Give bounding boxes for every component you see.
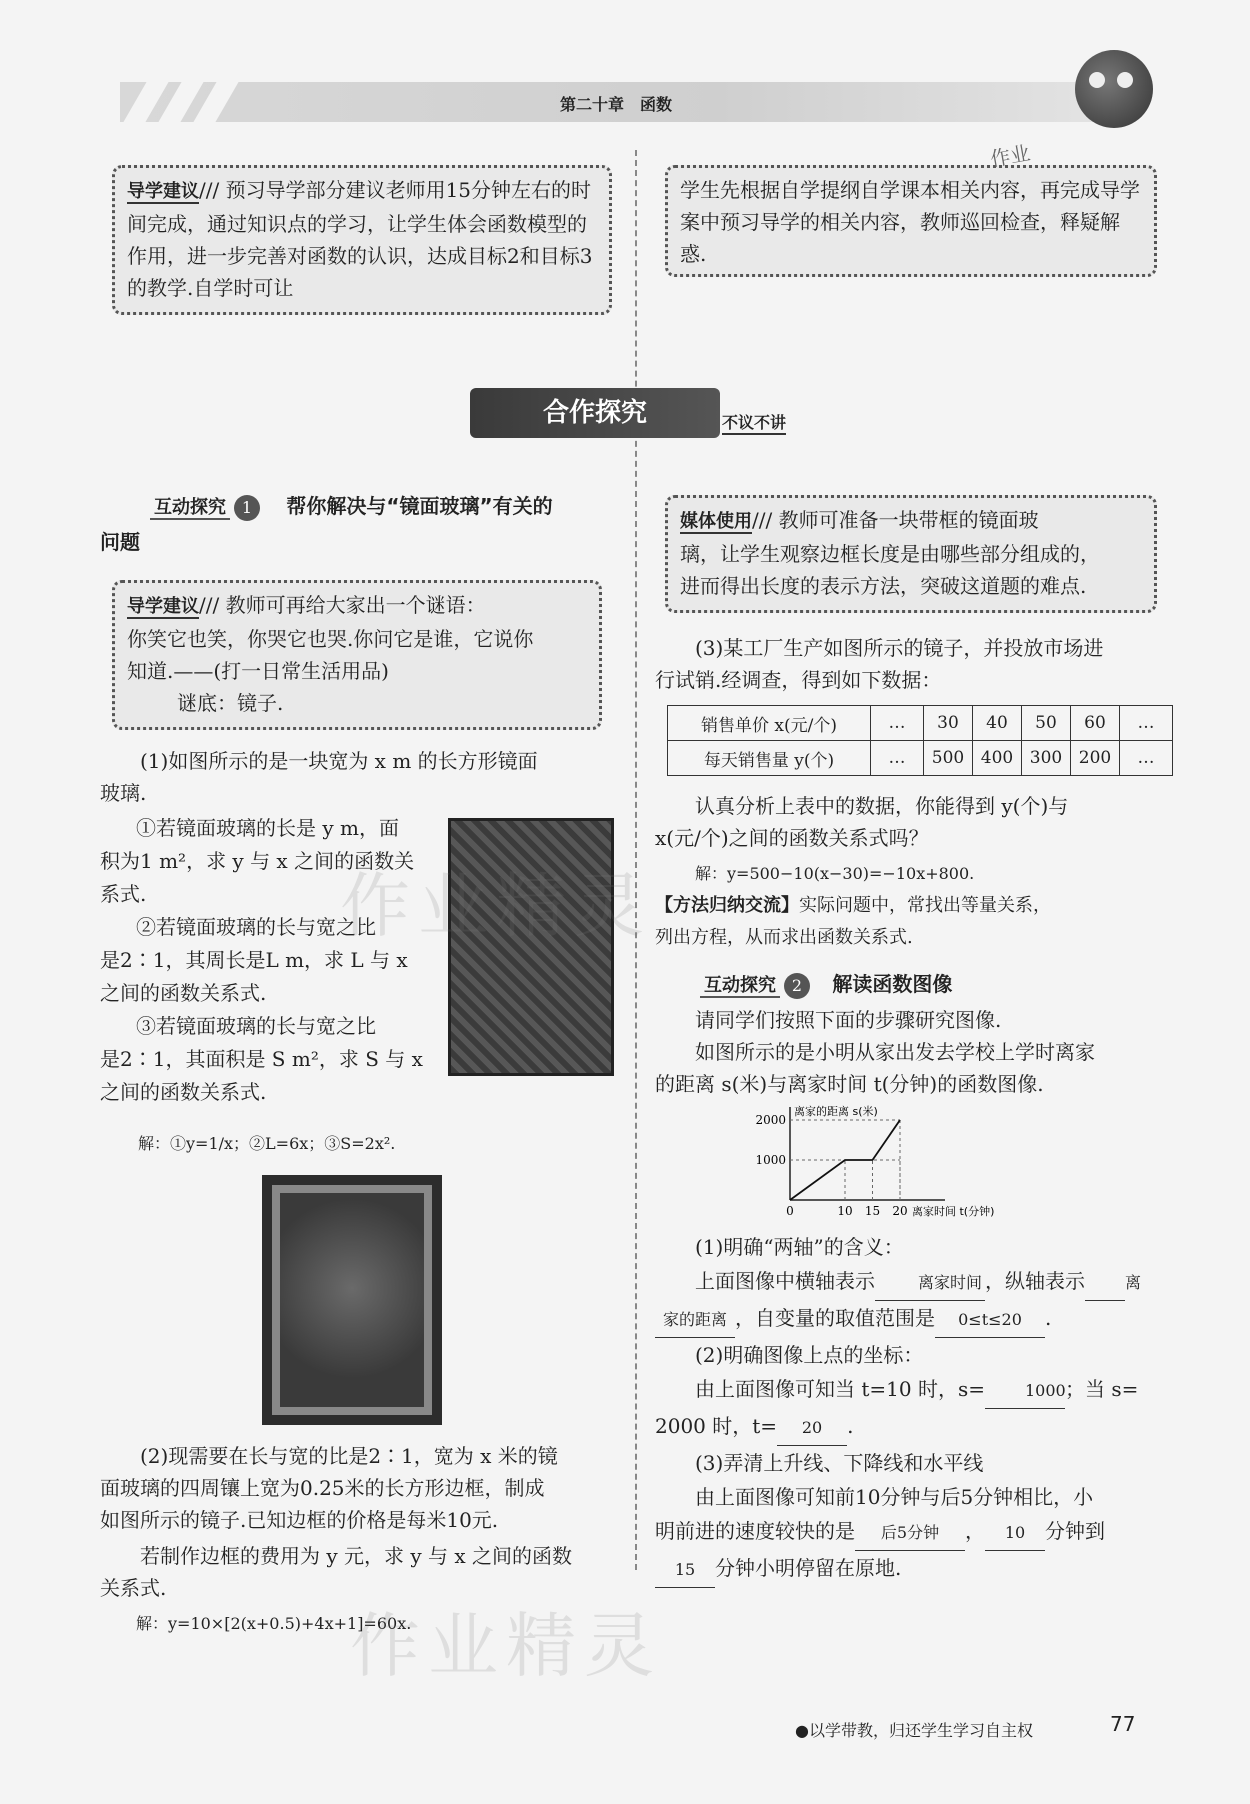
table-cell: 60	[1071, 706, 1120, 741]
q1-a-3: 系式.	[100, 882, 147, 906]
q3-text	[655, 632, 1165, 696]
method-line-1: 实际问题中，常找出等量关系，	[799, 895, 1051, 916]
table-cell: …	[871, 741, 924, 776]
x-tick-label: 20	[892, 1204, 908, 1218]
q1-intro-2: 玻璃.	[100, 781, 147, 805]
table-cell: 40	[973, 706, 1022, 741]
step-2: (2)明确图像上点的坐标：	[695, 1343, 924, 1367]
q1-c-2: 是2∶1，其面积是 S m²，求 S 与 x	[100, 1047, 423, 1071]
step-3: (3)弄清上升线、下降线和水平线	[695, 1451, 984, 1475]
q1-c-1: ③若镜面玻璃的长与宽之比	[136, 1014, 376, 1038]
watermark: 作业精灵	[340, 865, 652, 947]
table-cell: …	[1120, 741, 1173, 776]
q2-line-4: 若制作边框的费用为 y 元，求 y 与 x 之间的函数	[140, 1544, 573, 1568]
q3-question	[655, 790, 1165, 854]
explore-title-2b: 解读函数图像	[832, 972, 953, 996]
framed-mirror-photo	[262, 1175, 442, 1425]
explore-label: 互动探究	[150, 497, 230, 520]
q2-answer: 解：y=10×[2(x+0.5)+4x+1]=60x.	[136, 1614, 412, 1633]
answer-blank: 家的距离	[655, 1303, 735, 1338]
guide-box-3: 导学建议/// 教师可再给大家出一个谜语： 你笑它也笑，你哭它也哭.你问它是谁，它说你 知道.——(打一日常生活用品) 谜底：镜子.	[112, 580, 602, 730]
page-number: 77	[1110, 1712, 1136, 1736]
q2-line-3: 如图所示的镜子.已知边框的价格是每米10元.	[100, 1508, 499, 1532]
x-tick-label: 0	[786, 1204, 794, 1218]
guide-tag-3: 导学建议	[127, 596, 199, 617]
table-cell: …	[871, 706, 924, 741]
explore-number: 1	[234, 495, 260, 521]
q3-line-2: 行试销.经调查，得到如下数据：	[655, 668, 942, 692]
explore-2-line-2: 如图所示的是小明从家出发去学校上学时离家	[695, 1040, 1095, 1064]
chapter-title: 第二十章 函数	[560, 95, 673, 114]
step-1b: ，纵轴表示	[985, 1269, 1085, 1293]
explore-2-line-1: 请同学们按照下面的步骤研究图像.	[695, 1008, 1002, 1032]
q2-line-2: 面玻璃的四周镶上宽为0.25米的长方形边框，制成	[100, 1476, 545, 1500]
sales-table	[667, 705, 1173, 776]
q2-text	[100, 1440, 620, 1604]
media-box: 媒体使用/// 教师可准备一块带框的镜面玻 璃，让学生观察边框长度是由哪些部分组成的， 进而得出长度的表示方法，突破这道题的难点.	[665, 495, 1157, 613]
q2-line-5: 关系式.	[100, 1576, 167, 1600]
explore-2-heading	[700, 968, 952, 1002]
stamp: 作业	[988, 140, 1033, 172]
x-tick-label: 15	[864, 1204, 881, 1218]
step-3b: 明前进的速度较快的是	[655, 1519, 855, 1543]
table-cell: 400	[973, 741, 1022, 776]
explore-title-2: 问题	[100, 530, 140, 554]
q1-a-1: ①若镜面玻璃的长是 y m，面	[136, 816, 399, 840]
answer-blank: 离家时间	[875, 1266, 985, 1301]
step-3d: 分钟小明停留在原地.	[715, 1556, 902, 1580]
answer-blank: 10	[985, 1516, 1045, 1551]
table-cell: 50	[1022, 706, 1071, 741]
step-2a: 由上面图像可知当 t=10 时，s=	[695, 1377, 985, 1401]
method-tag: 【方法归纳交流】	[655, 895, 799, 916]
explore-2-intro	[655, 1004, 1165, 1100]
table-cell: 300	[1022, 741, 1071, 776]
step-2c: 2000 时，t=	[655, 1414, 778, 1438]
riddle-line-1: 教师可再给大家出一个谜语：	[225, 593, 486, 617]
q3-line-3: 认真分析上表中的数据，你能得到 y(个)与	[695, 794, 1069, 818]
table-cell: 500	[924, 741, 973, 776]
answer-blank: 0≤t≤20	[935, 1303, 1045, 1338]
q3-line-4: x(元/个)之间的函数关系式吗？	[655, 826, 929, 850]
q1-b-1: ②若镜面玻璃的长与宽之比	[136, 915, 376, 939]
q1-b-2: 是2∶1，其周长是L m，求 L 与 x	[100, 948, 408, 972]
media-line-2: 璃，让学生观察边框长度是由哪些部分组成的，	[680, 542, 1100, 566]
guide-box-2	[665, 165, 1157, 277]
q1-b-3: 之间的函数关系式.	[100, 981, 267, 1005]
q1-c-3: 之间的函数关系式.	[100, 1080, 267, 1104]
media-line-3: 进而得出长度的表示方法，突破这道题的难点.	[680, 574, 1087, 598]
table-cell: 30	[924, 706, 973, 741]
distance-time-chart	[755, 1105, 1070, 1225]
step-3a: 由上面图像可知前10分钟与后5分钟相比，小	[695, 1485, 1094, 1509]
explore-2-steps: (1)明确“两轴”的含义： 上面图像中横轴表示 离家时间 ，纵轴表示 离 家的距离 ，自变量的取值范围是 0≤t≤20 . (2)明确图像上点的坐标： 由上面图像可知当 t=10 时，s= 1000；当 s= 2000 时，t= 20 . (3)弄清上升线、下降线和水平线 由上面图像可知前10分钟与后5分钟相比，小 明前进的速度较快的是 后5分钟 ， 10 分钟到 15 分钟小明停留在原地.	[655, 1230, 1165, 1588]
answer-blank: 离	[1085, 1266, 1125, 1301]
answer-blank: 1000	[985, 1374, 1065, 1409]
step-1a: 上面图像中横轴表示	[695, 1269, 875, 1293]
q1-intro-1: (1)如图所示的是一块宽为 x m 的长方形镜面	[140, 749, 538, 773]
table-cell: …	[1120, 706, 1173, 741]
q2-line-1: (2)现需要在长与宽的比是2∶1，宽为 x 米的镜	[140, 1444, 558, 1468]
guide-box-1: 导学建议/// 预习导学部分建议老师用15分钟左右的时间完成，通过知识点的学习，让学生体会函数模型的作用，进一步完善对函数的认识，达成目标2和目标3的教学.自学时可让	[112, 165, 612, 315]
riddle-line-3: 知道.——(打一日常生活用品)	[127, 659, 389, 683]
explore-label-2: 互动探究	[700, 975, 780, 998]
riddle-line-2: 你笑它也笑，你哭它也哭.你问它是谁，它说你	[127, 627, 534, 651]
media-line-1: 教师可准备一块带框的镜面玻	[778, 508, 1039, 532]
step-2b: ；当 s=	[1064, 1377, 1139, 1401]
table-cell: 200	[1071, 741, 1120, 776]
answer-blank: 20	[777, 1411, 847, 1446]
y-tick-label: 1000	[755, 1153, 786, 1167]
q1-a-2: 积为1 m²，求 y 与 x 之间的函数关	[100, 849, 415, 873]
answer-blank: 15	[655, 1553, 715, 1588]
section-banner-sub: 不议不讲	[722, 410, 786, 435]
mascot-icon	[1075, 50, 1153, 128]
explore-title: 帮你解决与“镜面玻璃”有关的	[286, 494, 553, 518]
explore-1-heading	[150, 490, 553, 524]
q1-text	[100, 745, 620, 809]
method-summary	[655, 890, 1165, 954]
table-cell: 每天销售量 y(个)	[668, 741, 871, 776]
media-tag: 媒体使用	[680, 511, 752, 532]
x-axis-label: 离家时间 t(分钟)	[912, 1205, 995, 1218]
x-tick-label: 10	[837, 1204, 853, 1218]
footer-slogan: ●以学带教，归还学生学习自主权	[795, 1721, 1033, 1740]
riddle-answer: 谜底：镜子.	[177, 691, 284, 715]
q3-line-1: (3)某工厂生产如图所示的镜子，并投放市场进	[695, 636, 1104, 660]
method-line-2: 列出方程，从而求出函数关系式.	[655, 927, 913, 948]
step-3c: 分钟到	[1045, 1519, 1105, 1543]
answer-blank: 后5分钟	[855, 1516, 965, 1551]
table-row	[668, 706, 1173, 741]
section-banner: 合作探究	[470, 388, 720, 438]
y-tick-label: 2000	[755, 1113, 786, 1127]
explore-number-2: 2	[784, 973, 810, 999]
guide-text: 预习导学部分建议老师用15分钟左右的时间完成，通过知识点的学习，让学生体会函数模型的作用，进一步完善对函数的认识，达成目标2和目标3的教学.自学时可让	[127, 178, 593, 300]
step-1: (1)明确“两轴”的含义：	[695, 1235, 904, 1259]
step-1c: ，自变量的取值范围是	[735, 1306, 935, 1330]
y-axis-label: 离家的距离 s(米)	[794, 1105, 878, 1118]
table-row	[668, 741, 1173, 776]
q1-answer: 解：①y=1/x；②L=6x；③S=2x².	[138, 1134, 396, 1153]
guide-text-2: 学生先根据自学提纲自学课本相关内容，再完成导学案中预习导学的相关内容，教师巡回检查，释疑解惑.	[680, 178, 1140, 266]
table-cell: 销售单价 x(元/个)	[668, 706, 871, 741]
watermark-2: 作业精灵	[350, 1605, 662, 1687]
q3-answer: 解：y=500−10(x−30)=−10x+800.	[695, 864, 975, 883]
explore-2-line-3: 的距离 s(米)与离家时间 t(分钟)的函数图像.	[655, 1072, 1044, 1096]
guide-tag: 导学建议	[127, 181, 199, 202]
